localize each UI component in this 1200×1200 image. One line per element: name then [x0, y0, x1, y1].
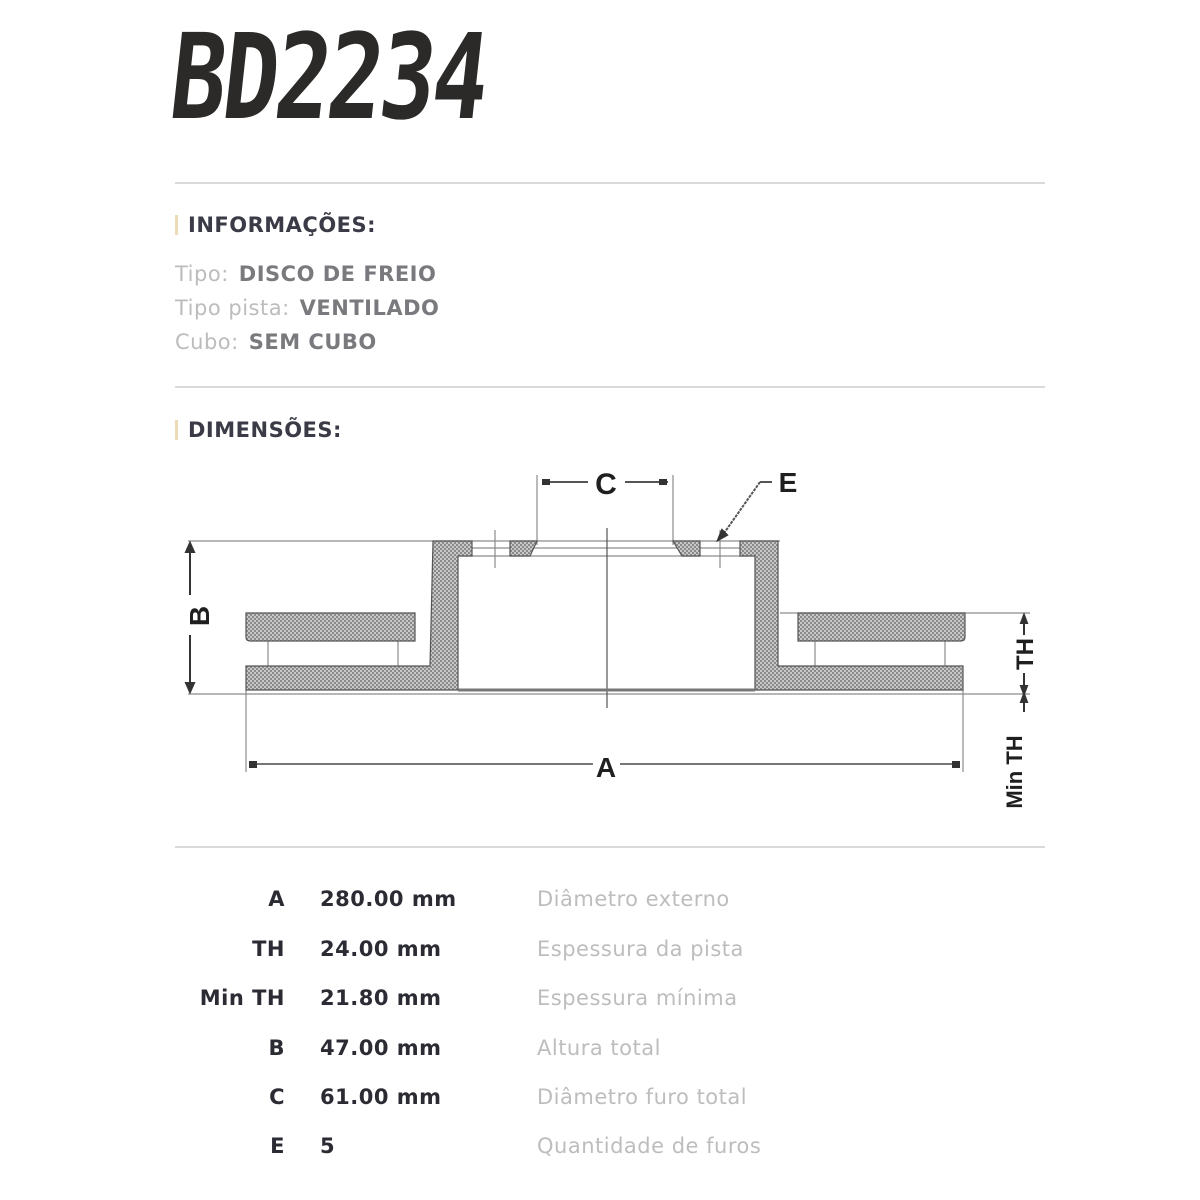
accent-bar [175, 215, 178, 235]
accent-bar [175, 420, 178, 440]
spec-key: Min TH [199, 986, 285, 1010]
spec-description: Altura total [537, 1036, 661, 1060]
spec-description: Diâmetro furo total [537, 1085, 748, 1109]
info-row-tipo [175, 262, 436, 286]
spec-key: B [268, 1036, 285, 1060]
divider-middle [175, 386, 1045, 388]
info-section-title: INFORMAÇÕES: [188, 213, 377, 237]
brake-disc-cross-section-diagram [170, 455, 1050, 825]
spec-row-a [0, 887, 1200, 917]
spec-value: 5 [320, 1134, 336, 1158]
divider-top [175, 182, 1045, 184]
spec-value: 47.00 mm [320, 1036, 442, 1060]
spec-description: Quantidade de furos [537, 1134, 762, 1158]
info-row-tipo-pista [175, 296, 439, 320]
spec-description: Diâmetro externo [537, 887, 730, 911]
dimensions-section-title: DIMENSÕES: [188, 418, 342, 442]
product-code-title: BD2234 [163, 8, 493, 146]
spec-key: C [269, 1085, 285, 1109]
spec-description: Espessura mínima [537, 986, 738, 1010]
spec-row-min-th [0, 986, 1200, 1016]
info-value: DISCO DE FREIO [238, 262, 437, 286]
divider-bottom [175, 846, 1045, 848]
info-section-header [175, 213, 376, 237]
info-label: Tipo pista: [175, 296, 290, 320]
label-e: E [778, 467, 798, 498]
spec-row-e [0, 1134, 1200, 1164]
info-value: SEM CUBO [248, 330, 377, 354]
info-row-cubo [175, 330, 377, 354]
spec-row-c [0, 1085, 1200, 1115]
spec-row-th [0, 937, 1200, 967]
spec-key: E [270, 1134, 285, 1158]
spec-row-b [0, 1036, 1200, 1066]
spec-value: 24.00 mm [320, 937, 442, 961]
spec-key: A [268, 887, 285, 911]
label-c: C [595, 468, 617, 501]
spec-value: 21.80 mm [320, 986, 442, 1010]
info-label: Cubo: [175, 330, 239, 354]
label-b: B [184, 605, 215, 627]
info-label: Tipo: [175, 262, 229, 286]
spec-description: Espessura da pista [537, 937, 744, 961]
spec-value: 280.00 mm [320, 887, 457, 911]
spec-value: 61.00 mm [320, 1085, 442, 1109]
label-min-th: Min TH [1002, 735, 1027, 809]
label-th: TH [1012, 638, 1039, 670]
dimensions-section-header [175, 418, 342, 442]
info-value: VENTILADO [299, 296, 440, 320]
spec-key: TH [252, 937, 285, 961]
label-a: A [595, 752, 617, 783]
